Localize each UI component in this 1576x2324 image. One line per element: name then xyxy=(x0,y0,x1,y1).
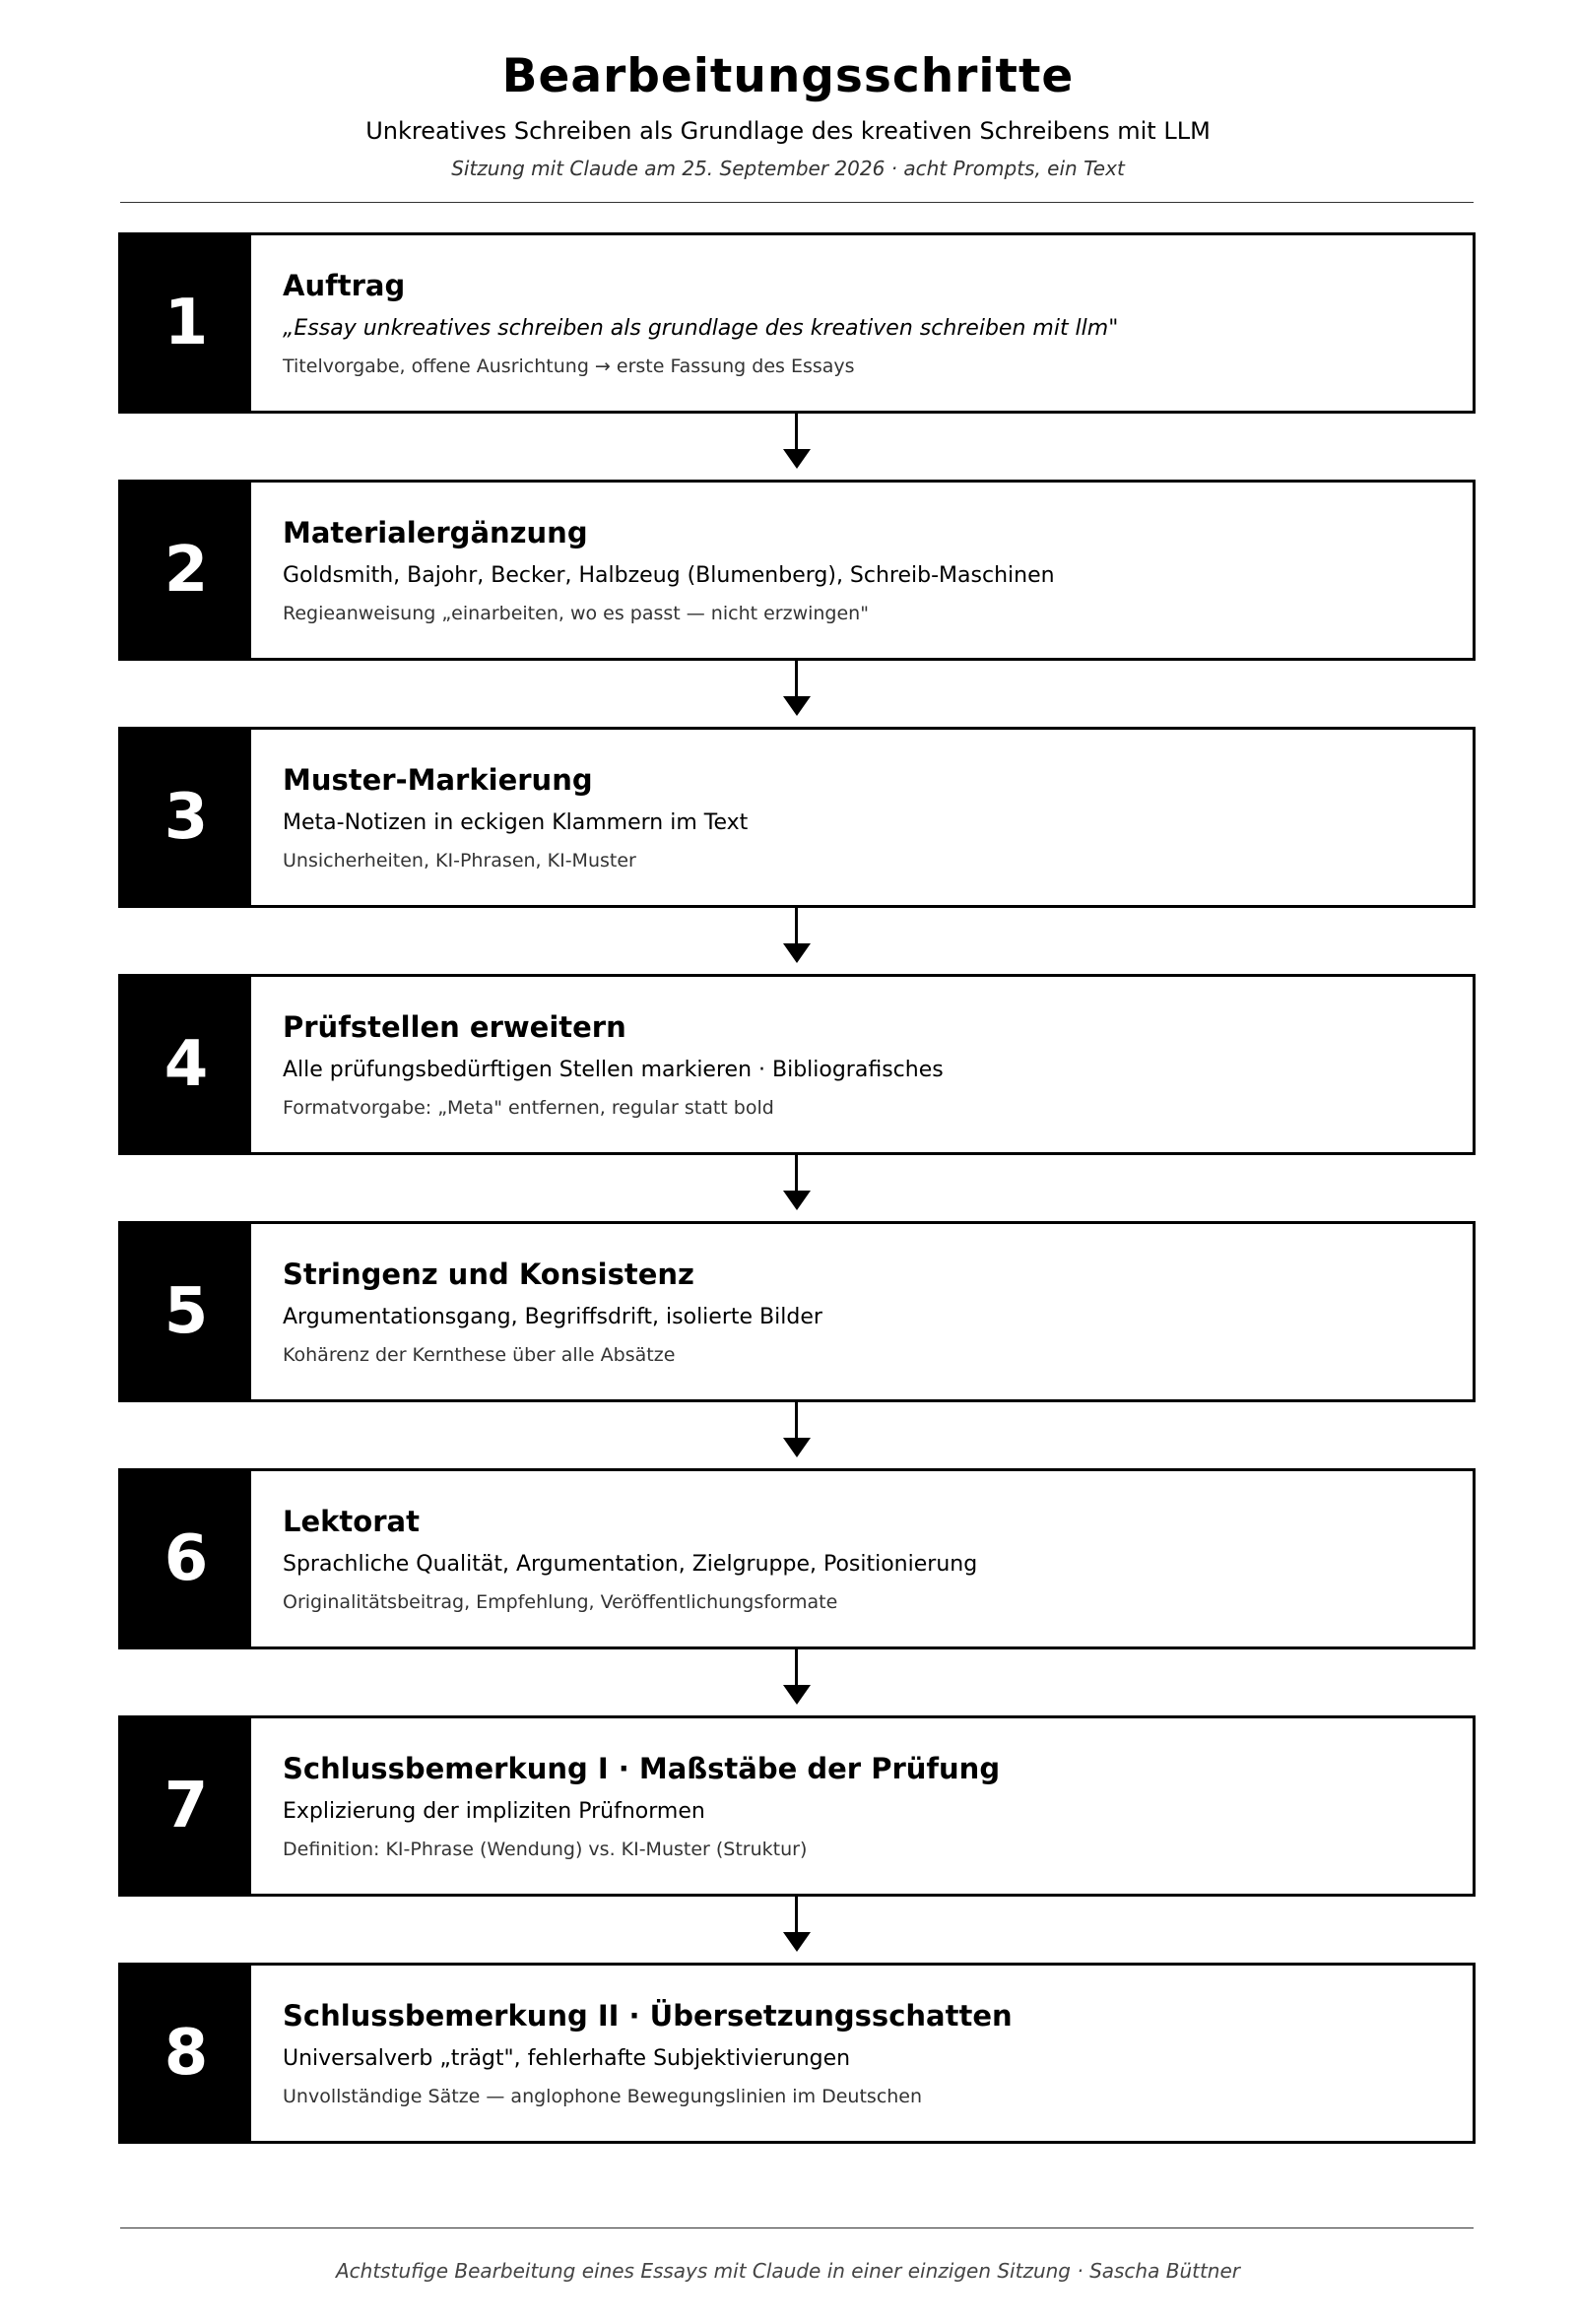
step-box-1 xyxy=(118,232,1476,414)
step-title: Prüfstellen erweitern xyxy=(283,1010,626,1044)
step-number: 8 xyxy=(121,1966,251,2141)
step-content xyxy=(251,977,1473,1152)
step-title: Muster-Markierung xyxy=(283,763,593,797)
bottom-divider xyxy=(120,2227,1474,2228)
step-note: Titelvorgabe, offene Ausrichtung → erste Fassung des Essays xyxy=(283,355,855,377)
arrow-line xyxy=(795,1402,798,1439)
step-number: 6 xyxy=(121,1471,251,1646)
step-note: Kohärenz der Kernthese über alle Absätze xyxy=(283,1344,676,1366)
arrow-head-icon xyxy=(783,449,811,469)
step-number: 3 xyxy=(121,730,251,905)
step-description: Sprachliche Qualität, Argumentation, Zielgruppe, Positionierung xyxy=(283,1552,978,1577)
arrow-head-icon xyxy=(783,1438,811,1457)
step-content xyxy=(251,483,1473,658)
step-description: Explizierung der impliziten Prüfnormen xyxy=(283,1799,705,1824)
step-content xyxy=(251,730,1473,905)
step-content xyxy=(251,1966,1473,2141)
step-note: Unvollständige Sätze — anglophone Bewegungslinien im Deutschen xyxy=(283,2086,923,2107)
arrow-line xyxy=(795,1897,798,1933)
step-description: Alle prüfungsbedürftigen Stellen markieren · Bibliografisches xyxy=(283,1058,944,1082)
arrow-head-icon xyxy=(783,943,811,963)
step-content xyxy=(251,1718,1473,1894)
step-note: Unsicherheiten, KI-Phrasen, KI-Muster xyxy=(283,850,636,872)
step-box-7 xyxy=(118,1715,1476,1897)
arrow-connector xyxy=(118,908,1476,974)
step-description: Meta-Notizen in eckigen Klammern im Text xyxy=(283,810,749,835)
step-title: Schlussbemerkung II · Übersetzungsschatten xyxy=(283,1999,1013,2033)
step-box-3 xyxy=(118,727,1476,908)
step-note: Originalitätsbeitrag, Empfehlung, Veröffentlichungsformate xyxy=(283,1591,838,1613)
steps-flow xyxy=(118,232,1476,2144)
step-description: Goldsmith, Bajohr, Becker, Halbzeug (Blumenberg), Schreib-Maschinen xyxy=(283,563,1055,588)
step-number: 5 xyxy=(121,1224,251,1399)
step-number: 7 xyxy=(121,1718,251,1894)
step-description: Universalverb „trägt", fehlerhafte Subjektivierungen xyxy=(283,2046,851,2071)
step-title: Stringenz und Konsistenz xyxy=(283,1258,694,1291)
step-title: Lektorat xyxy=(283,1505,420,1538)
arrow-line xyxy=(795,908,798,944)
arrow-line xyxy=(795,661,798,697)
step-note: Formatvorgabe: „Meta" entfernen, regular statt bold xyxy=(283,1097,774,1119)
arrow-head-icon xyxy=(783,1932,811,1952)
arrow-head-icon xyxy=(783,696,811,716)
arrow-connector xyxy=(118,661,1476,727)
page-title: Bearbeitungsschritte xyxy=(501,49,1075,103)
step-title: Materialergänzung xyxy=(283,516,588,549)
arrow-connector xyxy=(118,1897,1476,1963)
arrow-line xyxy=(795,414,798,450)
step-note: Definition: KI-Phrase (Wendung) vs. KI-Muster (Struktur) xyxy=(283,1839,808,1860)
step-number: 4 xyxy=(121,977,251,1152)
step-content xyxy=(251,1224,1473,1399)
step-note: Regieanweisung „einarbeiten, wo es passt — nicht erzwingen" xyxy=(283,603,869,624)
step-box-6 xyxy=(118,1468,1476,1649)
step-title: Auftrag xyxy=(283,269,406,302)
step-content xyxy=(251,235,1473,411)
step-box-5 xyxy=(118,1221,1476,1402)
page-subtitle: Unkreatives Schreiben als Grundlage des kreativen Schreibens mit LLM xyxy=(365,117,1211,145)
arrow-connector xyxy=(118,1155,1476,1221)
step-content xyxy=(251,1471,1473,1646)
step-title: Schlussbemerkung I · Maßstäbe der Prüfung xyxy=(283,1752,1001,1785)
footer-caption: Achtstufige Bearbeitung eines Essays mit Claude in einer einzigen Sitzung · Sascha Büttner xyxy=(335,2259,1241,2283)
arrow-connector xyxy=(118,1649,1476,1715)
step-box-4 xyxy=(118,974,1476,1155)
step-number: 1 xyxy=(121,235,251,411)
session-info: Sitzung mit Claude am 25. September 2026 · acht Prompts, ein Text xyxy=(451,157,1125,180)
step-description: Argumentationsgang, Begriffsdrift, isolierte Bilder xyxy=(283,1305,822,1329)
step-description: „Essay unkreatives schreiben als grundlage des kreativen schreiben mit llm" xyxy=(283,316,1119,341)
step-box-2 xyxy=(118,480,1476,661)
arrow-line xyxy=(795,1649,798,1686)
top-divider xyxy=(120,202,1474,203)
step-number: 2 xyxy=(121,483,251,658)
arrow-head-icon xyxy=(783,1191,811,1210)
step-box-8 xyxy=(118,1963,1476,2144)
arrow-line xyxy=(795,1155,798,1192)
arrow-head-icon xyxy=(783,1685,811,1705)
arrow-connector xyxy=(118,1402,1476,1468)
arrow-connector xyxy=(118,414,1476,480)
